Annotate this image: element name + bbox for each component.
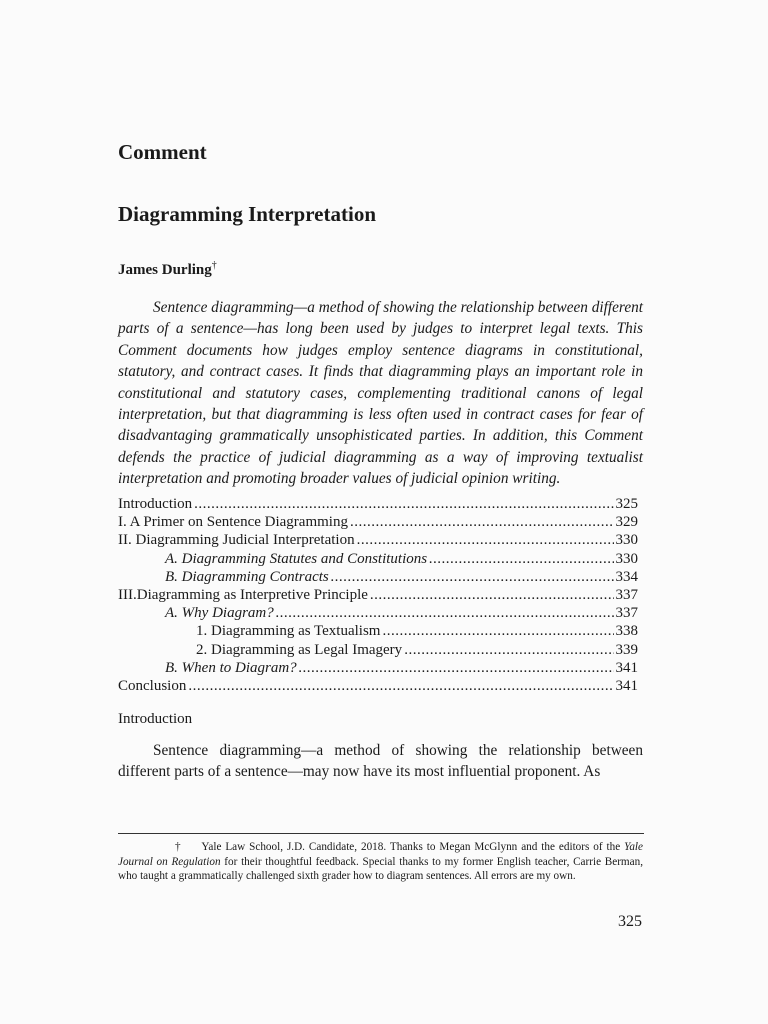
toc-page: 339 xyxy=(615,641,638,658)
page-number: 325 xyxy=(618,913,642,930)
section-kicker: Comment xyxy=(118,140,207,164)
toc-label: B. Diagramming Contracts xyxy=(165,568,329,585)
toc-entry xyxy=(118,604,638,622)
table-of-contents xyxy=(118,495,638,695)
toc-label: A. Diagramming Statutes and Constitutions xyxy=(165,550,428,567)
toc-label: I. A Primer on Sentence Diagramming xyxy=(118,514,348,531)
toc-entry xyxy=(118,677,638,695)
toc-page: 330 xyxy=(615,532,638,549)
toc-leader xyxy=(350,513,614,531)
toc-label: II. Diagramming Judicial Interpretation xyxy=(118,532,355,549)
toc-entry xyxy=(118,568,638,586)
toc-label: 2. Diagramming as Legal Imagery xyxy=(196,641,403,658)
author-name: James Durling xyxy=(118,262,212,278)
toc-label: 1. Diagramming as Textualism xyxy=(196,623,381,640)
toc-entry xyxy=(118,622,638,640)
footnote-journal-name: Yale Journal on Regulation xyxy=(118,841,644,868)
toc-leader xyxy=(382,622,613,640)
toc-page: 338 xyxy=(615,623,638,640)
toc-label: III.Diagramming as Interpretive Principle xyxy=(118,587,368,604)
toc-label: A. Why Diagram? xyxy=(165,605,274,622)
toc-entry xyxy=(118,659,638,677)
toc-entry xyxy=(118,531,638,549)
toc-label: Introduction xyxy=(118,496,193,512)
abstract: Sentence diagramming—a method of showing the relationship between different parts of a sentence—has long been used by judges to interpret legal texts. This Comment documents how judges employ sentence diagrams in constitutional, statutory, and contract cases. It finds that diagramming plays an important role in constitutional and statutory cases, complementing traditional canons of legal interpretation, but that diagramming is less often used in contract cases for fear of disadvantaging grammatically unsophisticated parties. In addition, this Comment defends the practice of judicial diagramming as a way of improving textualist interpretation and promoting broader values of judicial opinion writing. xyxy=(118,299,644,488)
author-line xyxy=(118,260,217,280)
toc-page: 341 xyxy=(615,659,638,676)
toc-page: 329 xyxy=(615,514,638,531)
toc-leader xyxy=(194,495,613,513)
toc-page: 334 xyxy=(615,568,638,585)
toc-leader xyxy=(276,604,614,622)
toc-entry xyxy=(118,586,638,604)
toc-entry xyxy=(118,495,638,513)
footnote-text-1: Yale Law School, J.D. Candidate, 2018. Thanks to Megan McGlynn and the editors of the xyxy=(201,841,625,853)
toc-leader xyxy=(357,531,614,549)
toc-leader xyxy=(188,677,613,695)
toc-leader xyxy=(331,568,614,586)
toc-leader xyxy=(429,550,613,568)
toc-entry xyxy=(118,641,638,659)
toc-leader xyxy=(370,586,614,604)
toc-page: 337 xyxy=(615,605,638,622)
toc-label: Conclusion xyxy=(118,678,187,695)
toc-leader xyxy=(299,659,614,677)
footnote-divider xyxy=(118,833,644,834)
toc-page: 341 xyxy=(615,678,638,695)
footnote xyxy=(118,840,643,884)
toc-label: B. When to Diagram? xyxy=(165,659,297,676)
toc-entry xyxy=(118,513,638,531)
toc-entry xyxy=(118,550,638,568)
author-footnote-mark: † xyxy=(211,260,217,271)
toc-page: 325 xyxy=(615,496,638,512)
footnote-text-2: for their thoughtful feedback. Special thanks to my former English teacher, Carrie Berman, who taught a grammatically challenged sixth grader how to diagram sentences. All errors are my own. xyxy=(118,855,643,883)
toc-page: 330 xyxy=(615,550,638,567)
section-heading: Introduction xyxy=(118,711,193,727)
body-paragraph: Sentence diagramming—a method of showing the relationship between different parts of a sentence—may now have its most influential proponent. As xyxy=(118,742,643,781)
article-title: Diagramming Interpretation xyxy=(118,202,376,226)
footnote-mark: † xyxy=(175,841,182,853)
toc-leader xyxy=(404,641,613,659)
toc-page: 337 xyxy=(615,587,638,604)
